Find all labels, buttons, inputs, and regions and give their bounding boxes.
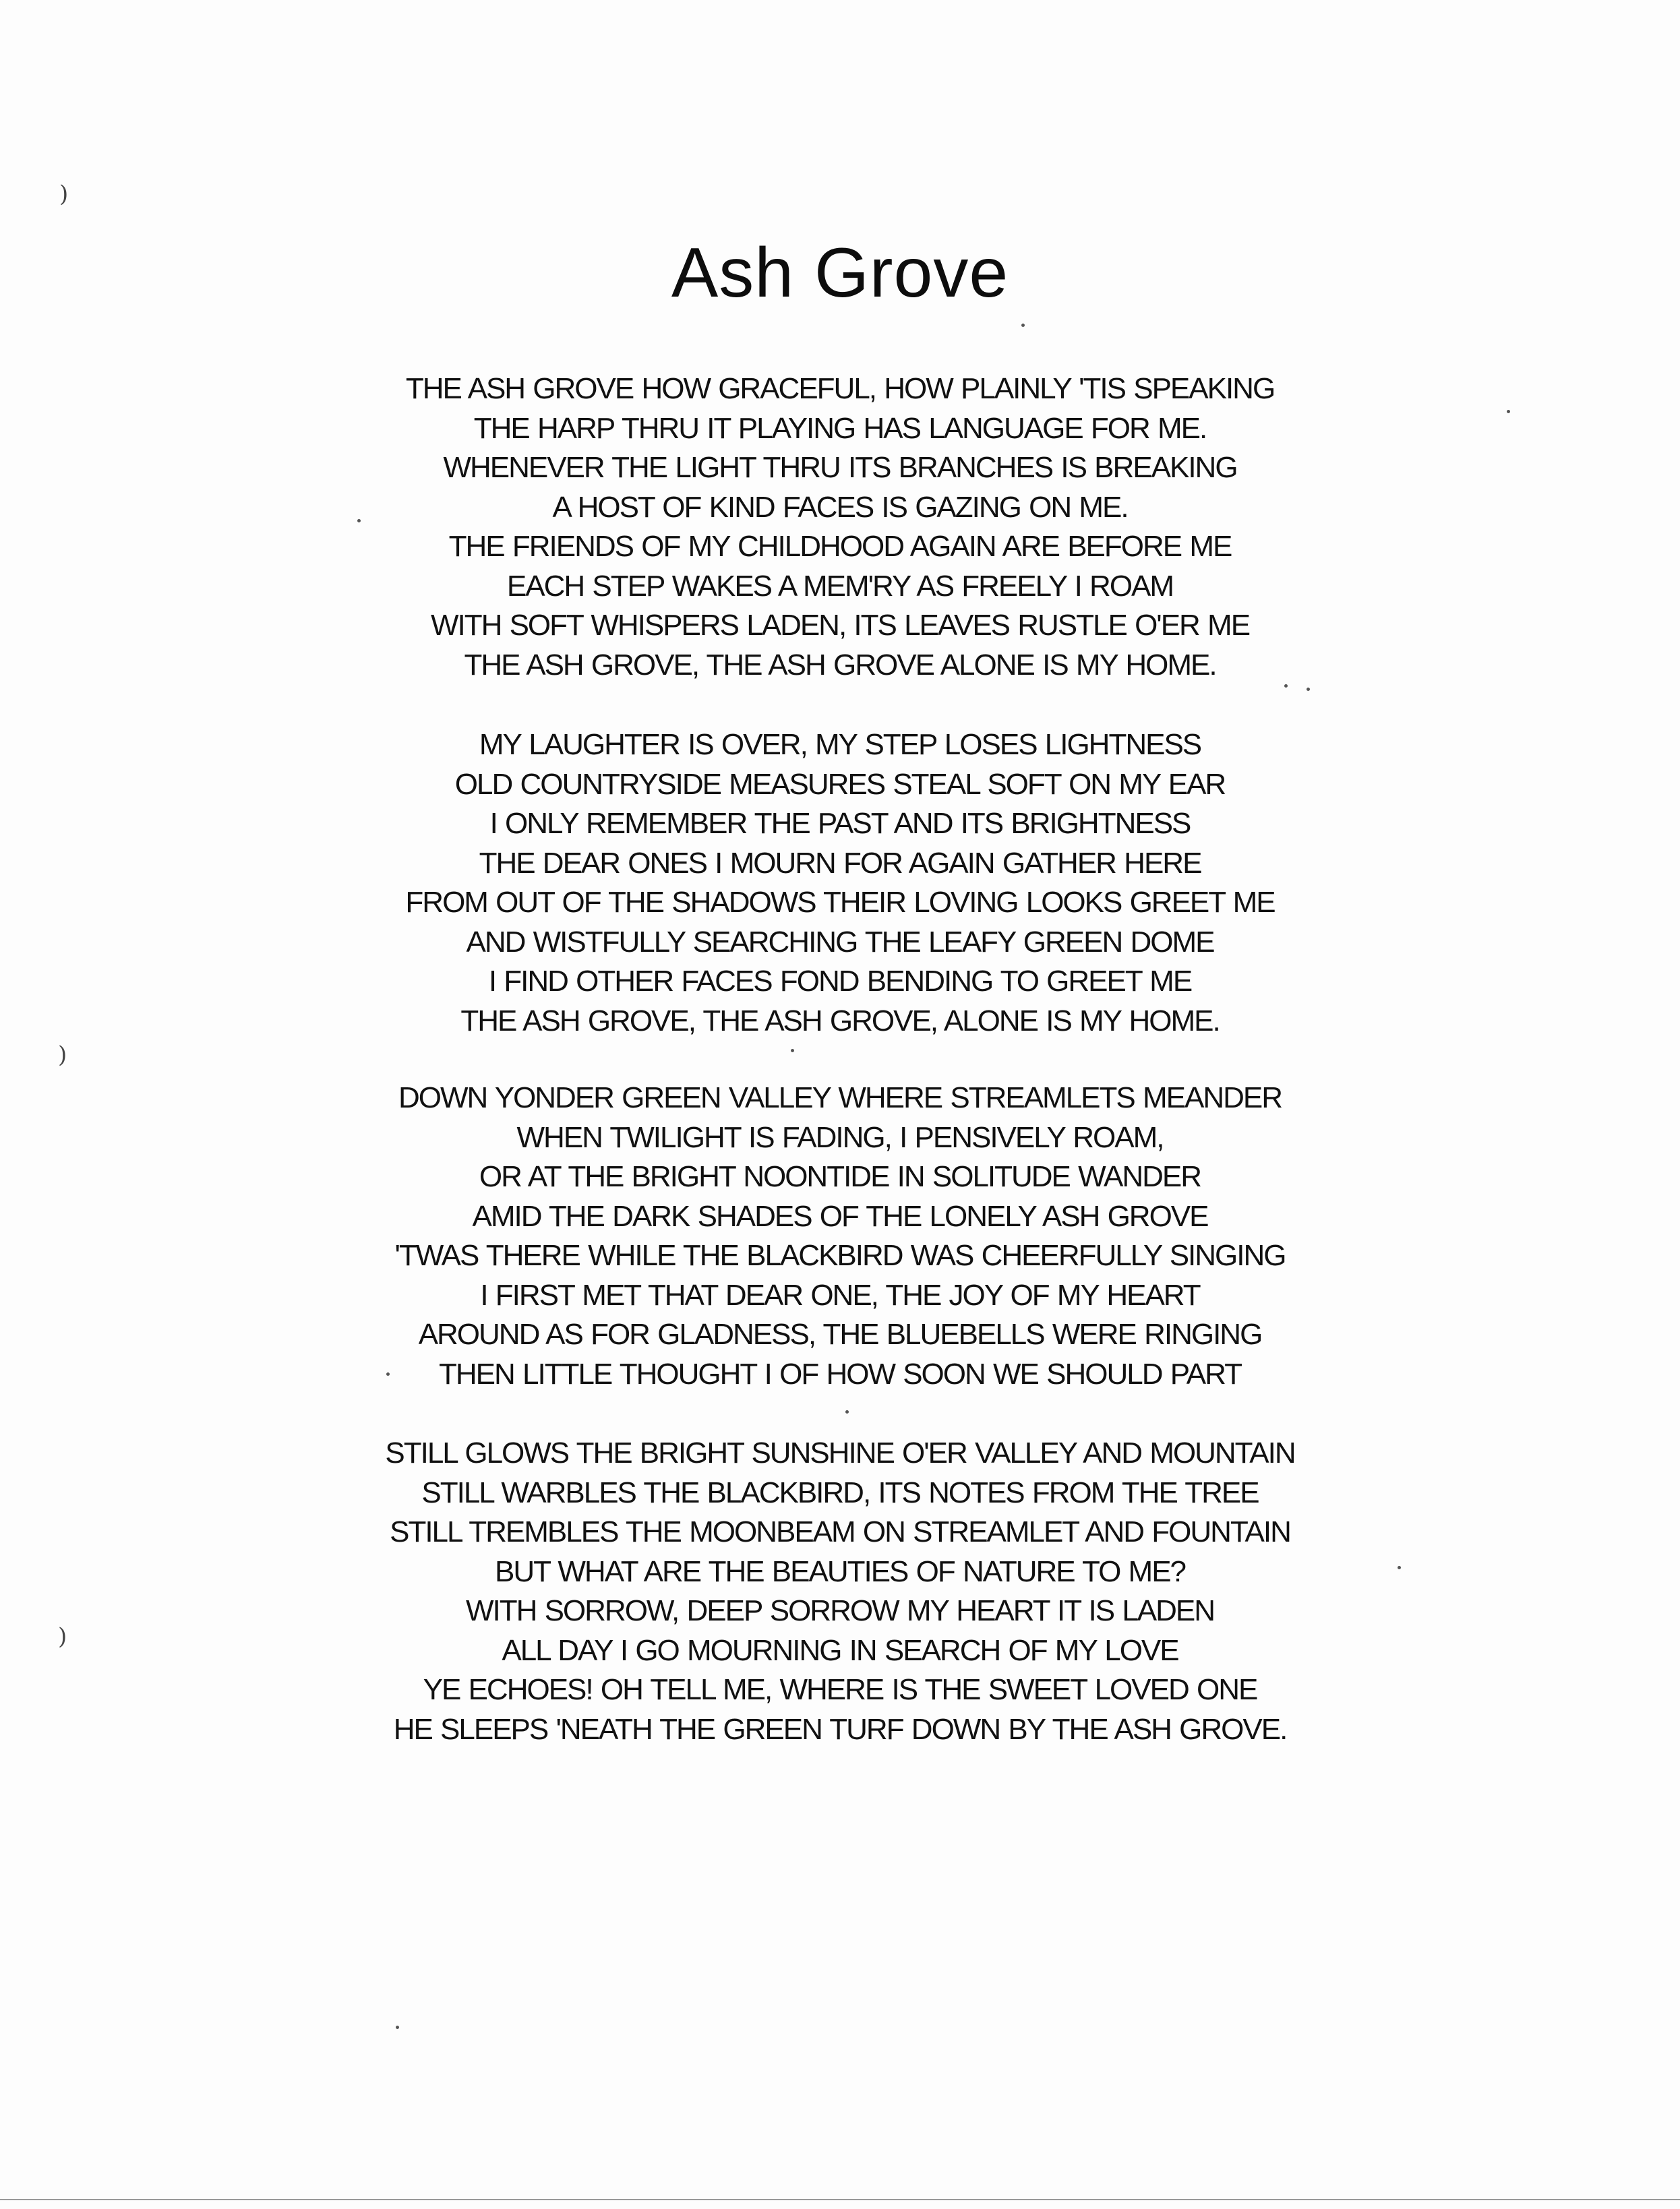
verse-line: THE ASH GROVE, THE ASH GROVE, ALONE IS MY HOME.: [460, 1004, 1220, 1037]
verse-line: EACH STEP WAKES A MEM'RY AS FREELY I ROAM: [506, 569, 1174, 603]
scan-edge-line: [0, 2199, 1680, 2200]
verse-line: AROUND AS FOR GLADNESS, THE BLUEBELLS WERE RINGING: [418, 1318, 1262, 1351]
scan-speck: [386, 1372, 390, 1376]
scan-speck: [1021, 324, 1025, 327]
scan-speck: [396, 2026, 399, 2029]
scan-speck: [1284, 684, 1288, 688]
verse-line: THE HARP THRU IT PLAYING HAS LANGUAGE FOR ME.: [473, 411, 1207, 445]
verse-line: HE SLEEPS 'NEATH THE GREEN TURF DOWN BY THE ASH GROVE.: [393, 1712, 1287, 1746]
verse-line: STILL GLOWS THE BRIGHT SUNSHINE O'ER VALLEY AND MOUNTAIN: [385, 1436, 1295, 1470]
verse-line: WITH SORROW, DEEP SORROW MY HEART IT IS LADEN: [465, 1594, 1215, 1627]
verse-line: BUT WHAT ARE THE BEAUTIES OF NATURE TO ME?: [494, 1554, 1186, 1588]
verse-line: I FIRST MET THAT DEAR ONE, THE JOY OF MY HEART: [480, 1278, 1200, 1312]
scan-speck: [791, 1049, 794, 1052]
verse-line: WITH SOFT WHISPERS LADEN, ITS LEAVES RUSTLE O'ER ME: [430, 609, 1250, 642]
verse-line: THE ASH GROVE HOW GRACEFUL, HOW PLAINLY 'TIS SPEAKING: [405, 372, 1275, 405]
verse-line: THEN LITTLE THOUGHT I OF HOW SOON WE SHOULD PART: [439, 1357, 1241, 1391]
verse-line: AMID THE DARK SHADES OF THE LONELY ASH GROVE: [472, 1199, 1208, 1233]
stanza: [0, 725, 1680, 1041]
verse-line: STILL TREMBLES THE MOONBEAM ON STREAMLET AND FOUNTAIN: [390, 1515, 1290, 1548]
verse-line: ALL DAY I GO MOURNING IN SEARCH OF MY LOVE: [502, 1633, 1178, 1667]
verse-line: FROM OUT OF THE SHADOWS THEIR LOVING LOOKS GREET ME: [405, 886, 1275, 919]
stanza: [0, 369, 1680, 685]
verse-line: OLD COUNTRYSIDE MEASURES STEAL SOFT ON MY EAR: [454, 767, 1226, 801]
scan-speck: [845, 1410, 849, 1414]
verse-line: A HOST OF KIND FACES IS GAZING ON ME.: [552, 490, 1128, 524]
verse-line: STILL WARBLES THE BLACKBIRD, ITS NOTES FROM THE TREE: [421, 1476, 1259, 1509]
stanza: [0, 1434, 1680, 1749]
hole-punch-mark: ): [58, 1623, 67, 1650]
verse-line: DOWN YONDER GREEN VALLEY WHERE STREAMLETS MEANDER: [398, 1081, 1282, 1114]
verse-line: THE DEAR ONES I MOURN FOR AGAIN GATHER HERE: [479, 846, 1201, 880]
verse-line: THE FRIENDS OF MY CHILDHOOD AGAIN ARE BEFORE ME: [448, 530, 1232, 563]
page-title: Ash Grove: [671, 233, 1009, 312]
scan-speck: [1398, 1566, 1401, 1569]
verse-line: WHEN TWILIGHT IS FADING, I PENSIVELY ROAM,: [516, 1120, 1164, 1154]
verse-line: AND WISTFULLY SEARCHING THE LEAFY GREEN DOME: [466, 925, 1214, 959]
verse-line: WHENEVER THE LIGHT THRU ITS BRANCHES IS BREAKING: [443, 451, 1237, 484]
verse-line: OR AT THE BRIGHT NOONTIDE IN SOLITUDE WANDER: [479, 1160, 1201, 1193]
verse-line: MY LAUGHTER IS OVER, MY STEP LOSES LIGHTNESS: [479, 728, 1201, 761]
verse-line: I ONLY REMEMBER THE PAST AND ITS BRIGHTNESS: [489, 807, 1191, 840]
verse-line: 'TWAS THERE WHILE THE BLACKBIRD WAS CHEERFULLY SINGING: [394, 1239, 1286, 1272]
verse-line: I FIND OTHER FACES FOND BENDING TO GREET ME: [488, 965, 1192, 998]
scan-speck: [1307, 688, 1310, 691]
hole-punch-mark: ): [59, 181, 69, 208]
verse-line: THE ASH GROVE, THE ASH GROVE ALONE IS MY HOME.: [464, 648, 1216, 682]
scan-speck: [1507, 410, 1510, 413]
stanza: [0, 1079, 1680, 1394]
hole-punch-mark: ): [58, 1041, 67, 1068]
verse-line: YE ECHOES! OH TELL ME, WHERE IS THE SWEET LOVED ONE: [423, 1673, 1257, 1706]
scan-speck: [357, 519, 361, 522]
